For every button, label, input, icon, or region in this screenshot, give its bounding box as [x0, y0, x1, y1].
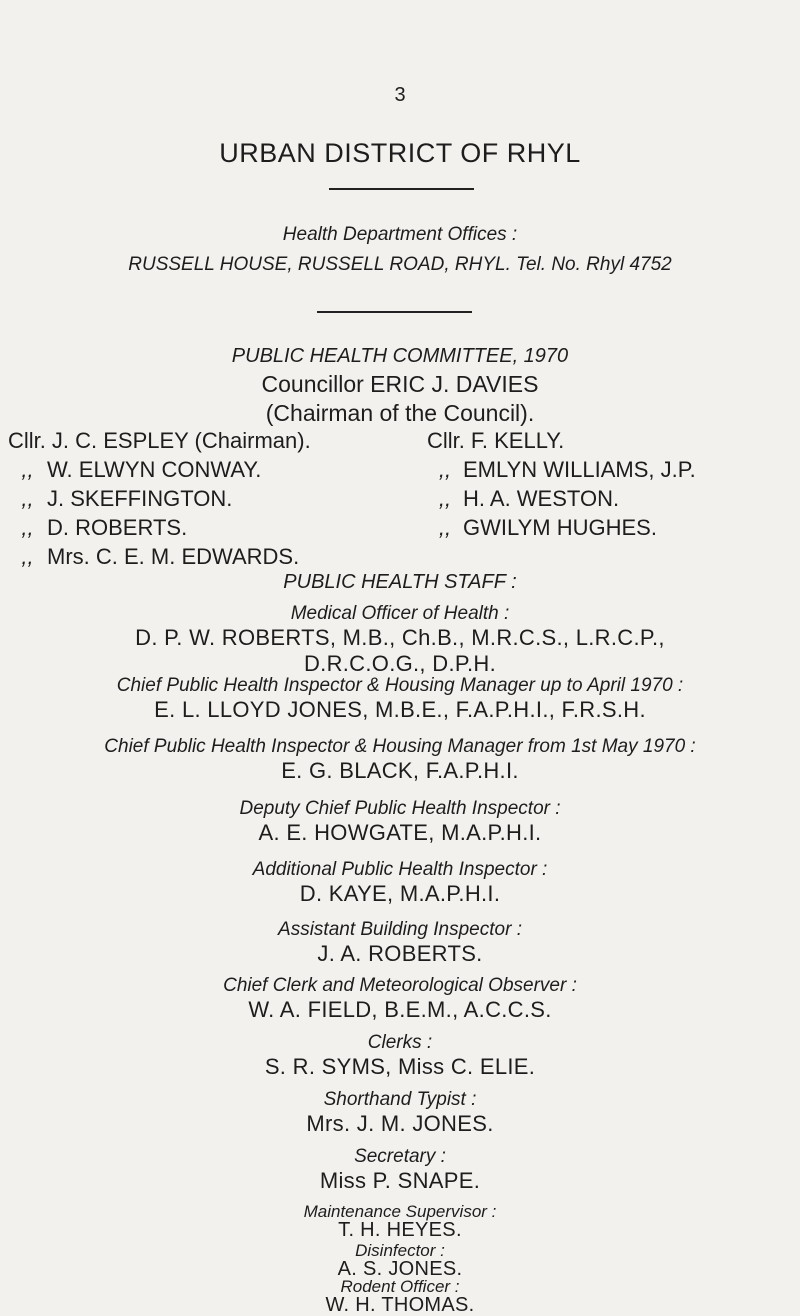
ditto-mark: ,,: [21, 486, 34, 511]
divider-middle: [317, 311, 472, 313]
member-name: Mrs. C. E. M. EDWARDS.: [47, 544, 300, 569]
member-row: [427, 513, 696, 542]
offices-address: RUSSELL HOUSE, RUSSELL ROAD, RHYL. Tel. No. Rhyl 4752: [128, 254, 672, 275]
staff-role: Maintenance Supervisor :: [303, 1202, 497, 1221]
staff-entry-additional-inspector: [0, 859, 800, 907]
staff-role: Medical Officer of Health :: [290, 603, 510, 624]
member-name: J. SKEFFINGTON.: [47, 486, 233, 511]
member-name: F. KELLY.: [470, 428, 565, 453]
staff-name: T. H. HEYES.: [338, 1219, 462, 1241]
member-name: GWILYM HUGHES.: [463, 515, 657, 540]
cllr-prefix: Cllr.: [427, 428, 465, 453]
staff-role: Additional Public Health Inspector :: [252, 859, 548, 880]
member-row: [8, 484, 311, 513]
staff-name: E. G. BLACK, F.A.P.H.I.: [281, 758, 519, 783]
committee-chairman-note: (Chairman of the Council).: [265, 400, 535, 426]
staff-entry-rodent-officer: [0, 1278, 800, 1315]
staff-role: Deputy Chief Public Health Inspector :: [239, 798, 561, 819]
staff-entry-deputy-inspector: [0, 798, 800, 846]
member-row: [427, 484, 696, 513]
member-name: H. A. WESTON.: [463, 486, 620, 511]
staff-entry-disinfector: [0, 1242, 800, 1279]
staff-role: Chief Public Health Inspector & Housing Manager from 1st May 1970 :: [104, 736, 696, 757]
staff-role: Rodent Officer :: [340, 1277, 460, 1296]
ditto-mark: ,,: [21, 515, 34, 540]
ditto-mark: ,,: [438, 486, 452, 511]
ditto-mark: ,,: [21, 544, 34, 569]
member-name: D. ROBERTS.: [47, 515, 188, 540]
cllr-prefix: Cllr.: [8, 428, 46, 453]
staff-entry-typist: [0, 1089, 800, 1137]
member-name: W. ELWYN CONWAY.: [47, 457, 262, 482]
ditto-mark: ,,: [438, 515, 452, 540]
member-row: [8, 455, 311, 484]
committee-heading: PUBLIC HEALTH COMMITTEE, 1970: [231, 345, 569, 367]
staff-name: A. S. JONES.: [337, 1258, 463, 1280]
staff-entry-secretary: [0, 1146, 800, 1194]
member-name: J. C. ESPLEY (Chairman).: [51, 428, 311, 453]
staff-entry-medical-officer: [0, 603, 800, 677]
staff-entry-chief-clerk: [0, 975, 800, 1023]
staff-name: W. A. FIELD, B.E.M., A.C.C.S.: [248, 997, 552, 1022]
staff-heading: PUBLIC HEALTH STAFF :: [283, 571, 517, 593]
staff-role: Secretary :: [354, 1146, 446, 1167]
staff-name: D. P. W. ROBERTS, M.B., Ch.B., M.R.C.S., L.R.C.P.,: [135, 625, 665, 650]
staff-role: Assistant Building Inspector :: [278, 919, 522, 940]
divider-top: [329, 188, 474, 190]
staff-role: Clerks :: [367, 1032, 433, 1053]
member-row: [8, 426, 311, 455]
staff-entry-clerks: [0, 1032, 800, 1080]
offices-heading: Health Department Offices :: [282, 224, 518, 245]
page-title: URBAN DISTRICT OF RHYL: [219, 138, 581, 168]
staff-entry-building-inspector: [0, 919, 800, 967]
ditto-mark: ,,: [21, 457, 34, 482]
page-number: 3: [394, 84, 406, 106]
staff-role: Disinfector :: [355, 1241, 445, 1260]
staff-entry-chief-inspector-may: [0, 736, 800, 784]
member-row: [427, 426, 696, 455]
member-name: EMLYN WILLIAMS, J.P.: [463, 457, 696, 482]
staff-name: W. H. THOMAS.: [325, 1294, 475, 1316]
staff-name: Miss P. SNAPE.: [319, 1168, 481, 1193]
member-row: [427, 455, 696, 484]
staff-name: D.R.C.O.G., D.P.H.: [303, 651, 497, 676]
staff-name: J. A. ROBERTS.: [317, 941, 483, 966]
ditto-mark: ,,: [438, 457, 452, 482]
member-row: [8, 542, 311, 571]
committee-chairman: Councillor ERIC J. DAVIES: [261, 371, 539, 397]
staff-name: E. L. LLOYD JONES, M.B.E., F.A.P.H.I., F.R.S.H.: [154, 697, 646, 722]
staff-name: S. R. SYMS, Miss C. ELIE.: [264, 1054, 536, 1079]
staff-entry-maintenance: [0, 1203, 800, 1240]
staff-entry-chief-inspector-april: [0, 675, 800, 723]
staff-role: Chief Public Health Inspector & Housing Manager up to April 1970 :: [116, 675, 684, 696]
member-row: [8, 513, 311, 542]
members-left-column: [8, 426, 311, 571]
staff-name: Mrs. J. M. JONES.: [306, 1111, 494, 1136]
staff-name: A. E. HOWGATE, M.A.P.H.I.: [258, 820, 542, 845]
staff-name: D. KAYE, M.A.P.H.I.: [299, 881, 501, 906]
staff-role: Shorthand Typist :: [323, 1089, 477, 1110]
staff-role: Chief Clerk and Meteorological Observer :: [223, 975, 577, 996]
members-right-column: [427, 426, 696, 542]
